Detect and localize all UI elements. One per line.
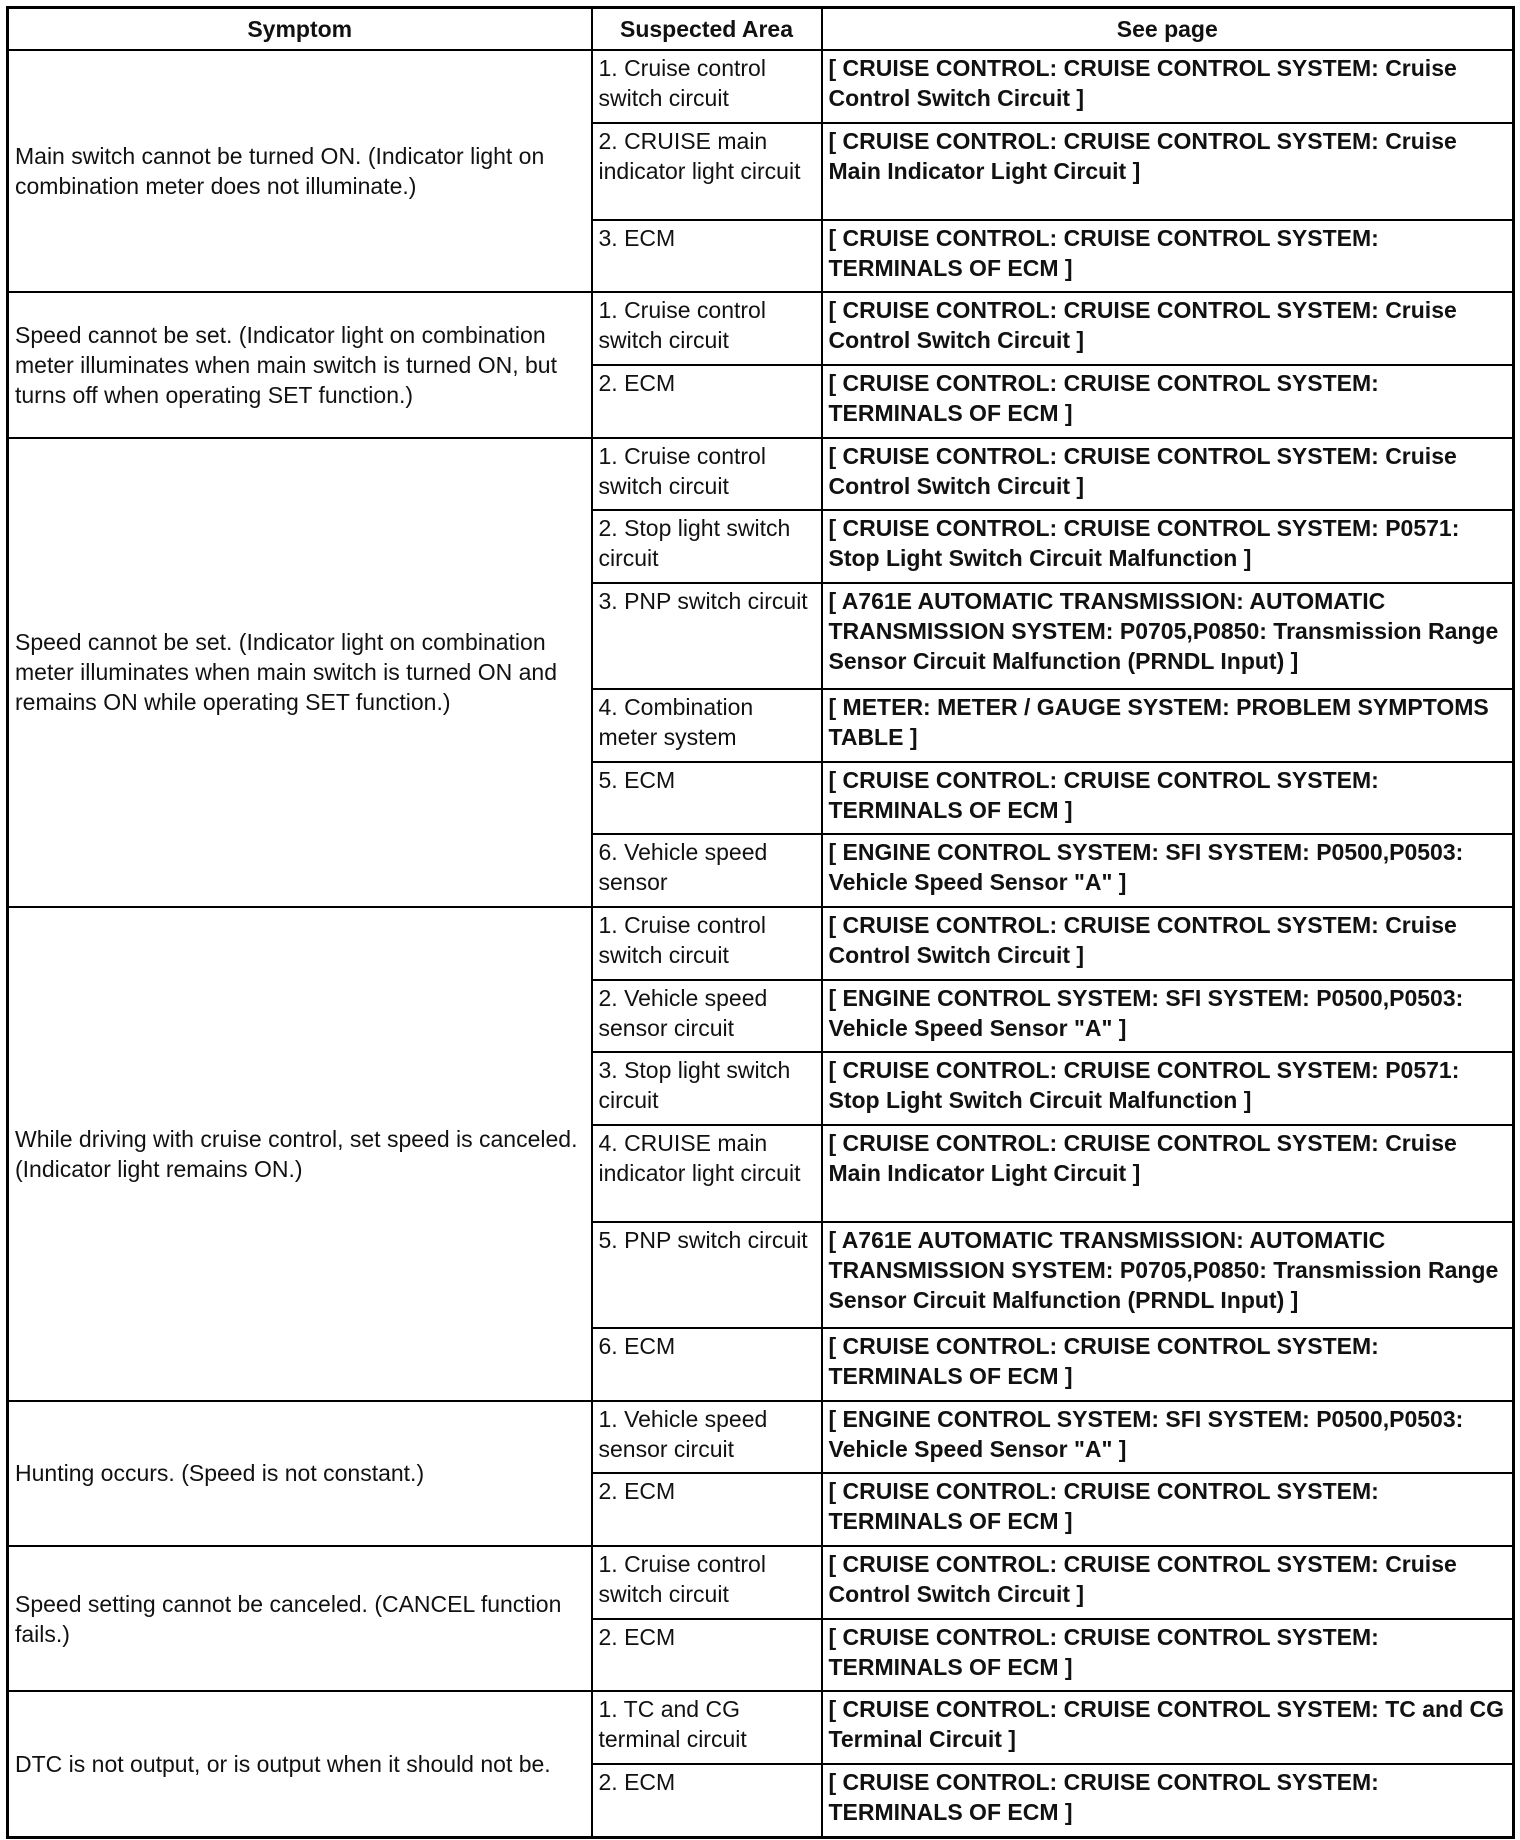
suspected-area-cell: 5. PNP switch circuit — [592, 1222, 822, 1328]
see-page-link[interactable]: [ CRUISE CONTROL: CRUISE CONTROL SYSTEM: TERMINALS OF ECM ] — [822, 1764, 1514, 1837]
table-row — [8, 292, 1514, 365]
symptom-cell: Main switch cannot be turned ON. (Indicator light on combination meter does not illuminate.) — [8, 50, 592, 292]
suspected-area-cell: 2. ECM — [592, 1619, 822, 1692]
suspected-area-cell: 1. Cruise control switch circuit — [592, 907, 822, 980]
table-row — [8, 1401, 1514, 1474]
suspected-area-cell: 6. ECM — [592, 1328, 822, 1401]
see-page-link[interactable]: [ CRUISE CONTROL: CRUISE CONTROL SYSTEM: Cruise Control Switch Circuit ] — [822, 1546, 1514, 1619]
see-page-link[interactable]: [ CRUISE CONTROL: CRUISE CONTROL SYSTEM: TERMINALS OF ECM ] — [822, 1619, 1514, 1692]
see-page-link[interactable]: [ CRUISE CONTROL: CRUISE CONTROL SYSTEM: TERMINALS OF ECM ] — [822, 365, 1514, 438]
see-page-link[interactable]: [ CRUISE CONTROL: CRUISE CONTROL SYSTEM: Cruise Control Switch Circuit ] — [822, 907, 1514, 980]
suspected-area-cell: 1. TC and CG terminal circuit — [592, 1691, 822, 1764]
table-body — [8, 50, 1514, 1838]
see-page-link[interactable]: [ CRUISE CONTROL: CRUISE CONTROL SYSTEM: TC and CG Terminal Circuit ] — [822, 1691, 1514, 1764]
suspected-area-cell: 4. Combination meter system — [592, 689, 822, 762]
table-row — [8, 50, 1514, 123]
see-page-link[interactable]: [ ENGINE CONTROL SYSTEM: SFI SYSTEM: P0500,P0503: Vehicle Speed Sensor "A" ] — [822, 834, 1514, 907]
see-page-link[interactable]: [ CRUISE CONTROL: CRUISE CONTROL SYSTEM: TERMINALS OF ECM ] — [822, 220, 1514, 293]
suspected-area-cell: 2. ECM — [592, 1473, 822, 1546]
see-page-link[interactable]: [ CRUISE CONTROL: CRUISE CONTROL SYSTEM: Cruise Main Indicator Light Circuit ] — [822, 1125, 1514, 1222]
suspected-area-cell: 2. Stop light switch circuit — [592, 510, 822, 583]
see-page-link[interactable]: [ CRUISE CONTROL: CRUISE CONTROL SYSTEM: Cruise Main Indicator Light Circuit ] — [822, 123, 1514, 220]
suspected-area-cell: 2. ECM — [592, 365, 822, 438]
suspected-area-cell: 1. Vehicle speed sensor circuit — [592, 1401, 822, 1474]
see-page-link[interactable]: [ CRUISE CONTROL: CRUISE CONTROL SYSTEM: Cruise Control Switch Circuit ] — [822, 438, 1514, 511]
see-page-link[interactable]: [ ENGINE CONTROL SYSTEM: SFI SYSTEM: P0500,P0503: Vehicle Speed Sensor "A" ] — [822, 1401, 1514, 1474]
suspected-area-cell: 1. Cruise control switch circuit — [592, 438, 822, 511]
see-page-link[interactable]: [ CRUISE CONTROL: CRUISE CONTROL SYSTEM: P0571: Stop Light Switch Circuit Malfunction ] — [822, 1052, 1514, 1125]
header-see-page: See page — [822, 8, 1514, 51]
symptom-cell: While driving with cruise control, set speed is canceled. (Indicator light remains ON.) — [8, 907, 592, 1401]
see-page-link[interactable]: [ A761E AUTOMATIC TRANSMISSION: AUTOMATIC TRANSMISSION SYSTEM: P0705,P0850: Transmission Range Sensor Circuit Malfunction (PRNDL Input) ] — [822, 583, 1514, 689]
see-page-link[interactable]: [ CRUISE CONTROL: CRUISE CONTROL SYSTEM: P0571: Stop Light Switch Circuit Malfunction ] — [822, 510, 1514, 583]
header-symptom: Symptom — [8, 8, 592, 51]
suspected-area-cell: 6. Vehicle speed sensor — [592, 834, 822, 907]
suspected-area-cell: 3. PNP switch circuit — [592, 583, 822, 689]
see-page-link[interactable]: [ METER: METER / GAUGE SYSTEM: PROBLEM SYMPTOMS TABLE ] — [822, 689, 1514, 762]
symptom-cell: Speed cannot be set. (Indicator light on combination meter illuminates when main switch is turned ON and remains ON while operating SET function.) — [8, 438, 592, 907]
suspected-area-cell: 1. Cruise control switch circuit — [592, 50, 822, 123]
table-row — [8, 438, 1514, 511]
symptom-cell: Hunting occurs. (Speed is not constant.) — [8, 1401, 592, 1546]
table-row — [8, 1546, 1514, 1619]
suspected-area-cell: 5. ECM — [592, 762, 822, 835]
symptom-cell: Speed cannot be set. (Indicator light on combination meter illuminates when main switch is turned ON, but turns off when operating SET function.) — [8, 292, 592, 437]
problem-symptoms-table — [6, 6, 1515, 1839]
suspected-area-cell: 1. Cruise control switch circuit — [592, 1546, 822, 1619]
see-page-link[interactable]: [ ENGINE CONTROL SYSTEM: SFI SYSTEM: P0500,P0503: Vehicle Speed Sensor "A" ] — [822, 980, 1514, 1053]
table-row — [8, 907, 1514, 980]
see-page-link[interactable]: [ CRUISE CONTROL: CRUISE CONTROL SYSTEM: TERMINALS OF ECM ] — [822, 1328, 1514, 1401]
suspected-area-cell: 2. Vehicle speed sensor circuit — [592, 980, 822, 1053]
suspected-area-cell: 3. ECM — [592, 220, 822, 293]
suspected-area-cell: 3. Stop light switch circuit — [592, 1052, 822, 1125]
see-page-link[interactable]: [ CRUISE CONTROL: CRUISE CONTROL SYSTEM: Cruise Control Switch Circuit ] — [822, 50, 1514, 123]
suspected-area-cell: 2. CRUISE main indicator light circuit — [592, 123, 822, 220]
suspected-area-cell: 1. Cruise control switch circuit — [592, 292, 822, 365]
suspected-area-cell: 4. CRUISE main indicator light circuit — [592, 1125, 822, 1222]
see-page-link[interactable]: [ CRUISE CONTROL: CRUISE CONTROL SYSTEM: TERMINALS OF ECM ] — [822, 1473, 1514, 1546]
symptom-cell: DTC is not output, or is output when it should not be. — [8, 1691, 592, 1837]
see-page-link[interactable]: [ A761E AUTOMATIC TRANSMISSION: AUTOMATIC TRANSMISSION SYSTEM: P0705,P0850: Transmission Range Sensor Circuit Malfunction (PRNDL Input) ] — [822, 1222, 1514, 1328]
suspected-area-cell: 2. ECM — [592, 1764, 822, 1837]
table-row — [8, 1691, 1514, 1764]
table-header-row — [8, 8, 1514, 51]
header-suspected-area: Suspected Area — [592, 8, 822, 51]
see-page-link[interactable]: [ CRUISE CONTROL: CRUISE CONTROL SYSTEM: TERMINALS OF ECM ] — [822, 762, 1514, 835]
symptom-cell: Speed setting cannot be canceled. (CANCEL function fails.) — [8, 1546, 592, 1691]
see-page-link[interactable]: [ CRUISE CONTROL: CRUISE CONTROL SYSTEM: Cruise Control Switch Circuit ] — [822, 292, 1514, 365]
